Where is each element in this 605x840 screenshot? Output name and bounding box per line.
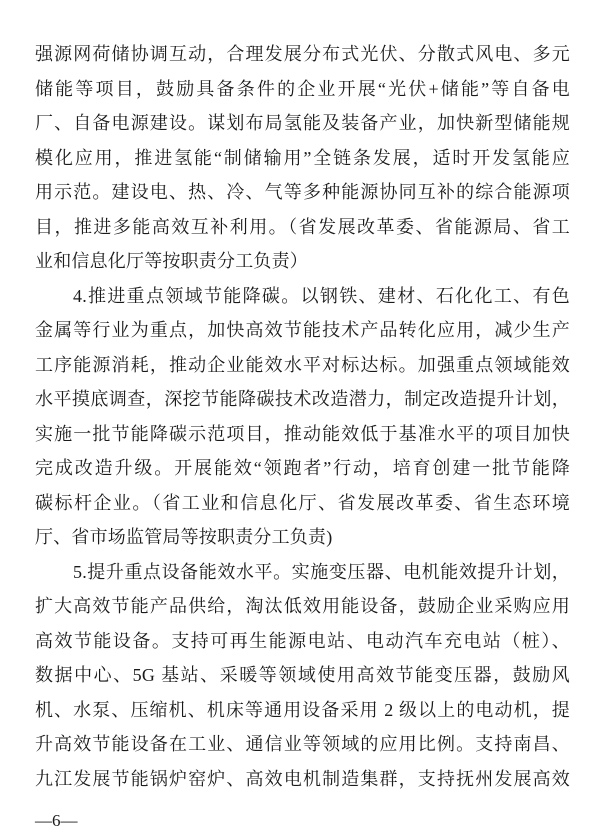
text-line: 用示范。建设电、热、冷、气等多种能源协同互补的综合能源项 xyxy=(35,182,570,202)
text-line: 储能等项目，鼓励具备条件的企业开展“光伏+储能”等自备电 xyxy=(35,78,570,99)
text-line: 数据中心、5G 基站、采暖等领域使用高效节能变压器，鼓励风 xyxy=(35,665,570,685)
text-line: 金属等行业为重点，加快高效节能技术产品转化应用，减少生产 xyxy=(35,320,570,340)
text-line: 九江发展节能锅炉窑炉、高效电机制造集群，支持抚州发展高效 xyxy=(35,768,570,789)
text-line: 机、水泵、压缩机、机床等通用设备采用 2 级以上的电动机，提 xyxy=(35,699,570,720)
text-line: 强源网荷储协调互动，合理发展分布式光伏、分散式风电、多元 xyxy=(35,44,570,64)
text-line: 升高效节能设备在工业、通信业等领域的应用比例。支持南昌、 xyxy=(35,734,570,754)
text-line: 水平摸底调查，深挖节能降碳技术改造潜力，制定改造提升计划， xyxy=(35,389,570,409)
text-line: 目，推进多能高效互补利用。（省发展改革委、省能源局、省工 xyxy=(35,216,570,237)
text-line: 工序能源消耗，推动企业能效水平对标达标。加强重点领域能效 xyxy=(35,354,570,375)
text-line: 高效节能设备。支持可再生能源电站、电动汽车充电站（桩）、 xyxy=(35,630,570,651)
text-line: 完成改造升级。开展能效“领跑者”行动，培育创建一批节能降 xyxy=(35,458,570,478)
text-line-paragraph-end: 厅、省市场监管局等按职责分工负责) xyxy=(35,527,333,547)
text-line-paragraph-end: 业和信息化厅等按职责分工负责） xyxy=(35,251,308,271)
page-number: —6— xyxy=(35,811,78,830)
text-line-item-4-start: 4.推进重点领域节能降碳。以钢铁、建材、石化化工、有色 xyxy=(73,285,570,306)
text-line: 碳标杆企业。（省工业和信息化厅、省发展改革委、省生态环境 xyxy=(35,492,570,513)
text-line: 扩大高效节能产品供给，淘汰低效用能设备，鼓励企业采购应用 xyxy=(35,596,570,616)
body-text xyxy=(35,37,570,796)
text-line: 实施一批节能降碳示范项目，推动能效低于基准水平的项目加快 xyxy=(35,423,570,444)
text-line-item-5-start: 5.提升重点设备能效水平。实施变压器、电机能效提升计划， xyxy=(73,561,570,582)
text-line: 厂、自备电源建设。谋划布局氢能及装备产业，加快新型储能规 xyxy=(35,113,570,133)
text-line: 模化应用，推进氢能“制储输用”全链条发展，适时开发氢能应 xyxy=(35,147,570,168)
